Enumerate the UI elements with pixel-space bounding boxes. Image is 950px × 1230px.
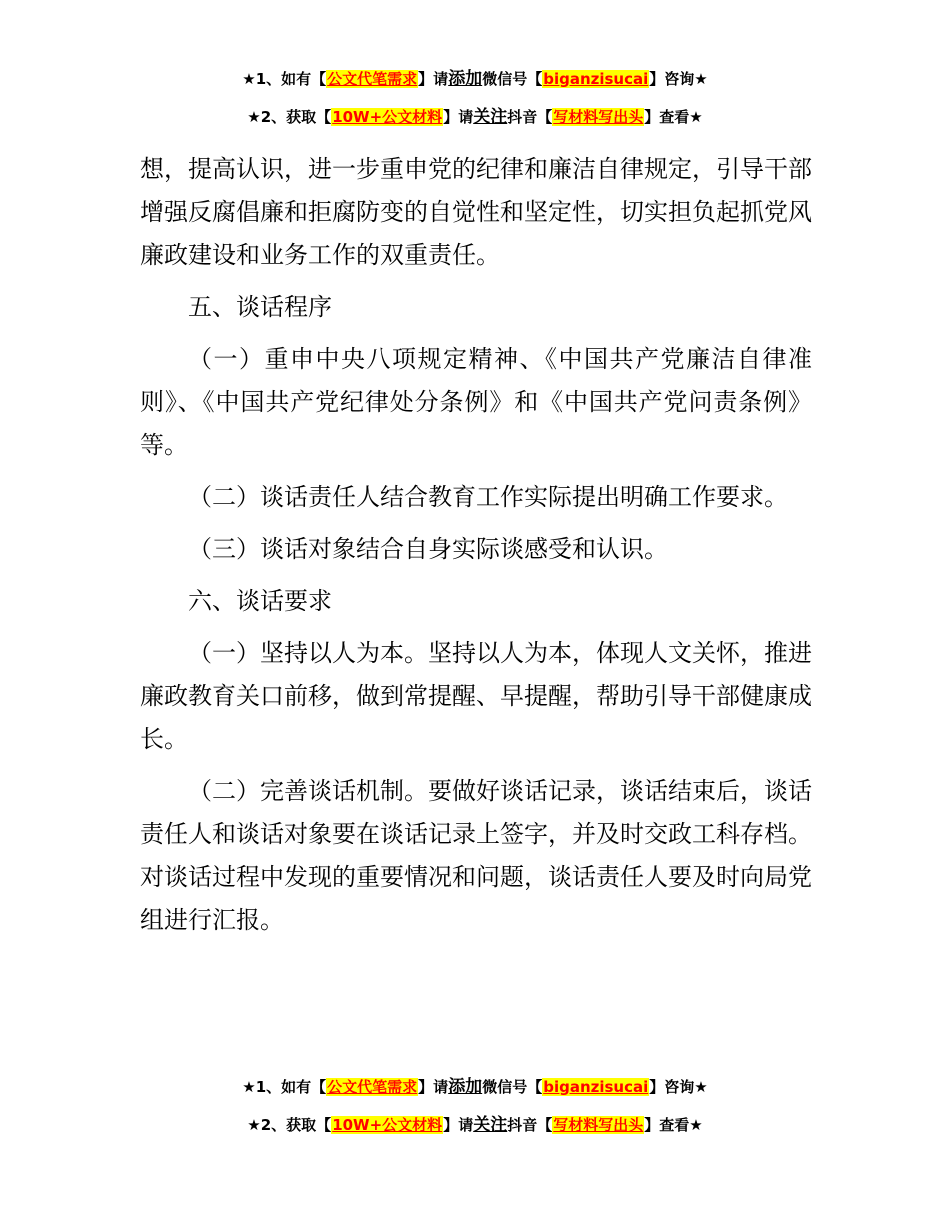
- footer-line-2-emphasis: 关注: [473, 1115, 508, 1135]
- footer-line-1-prefix: ★1、如有【: [242, 1078, 327, 1096]
- footer-line-1: [0, 1076, 950, 1098]
- document-body: [140, 148, 812, 951]
- footer-line-1-mid1: 】请: [418, 1078, 449, 1096]
- paragraph-requirement-2: （二）完善谈话机制。要做好谈话记录，谈话结束后，谈话责任人和谈话对象要在谈话记录上签字，并及时交政工科存档。对谈话过程中发现的重要情况和问题，谈话责任人要及时向局党组进行汇报。: [140, 777, 812, 934]
- footer-line-2-prefix: ★2、获取【: [247, 1116, 332, 1134]
- banner-line-2-prefix: ★2、获取【: [247, 108, 332, 126]
- footer-line-2-highlight-douyin: 写材料写出头: [553, 1116, 644, 1134]
- paragraph-procedure-3: （三）谈话对象结合自身实际谈感受和认识。: [188, 535, 668, 563]
- paragraph-continuation: 想，提高认识，进一步重申党的纪律和廉洁自律规定，引导干部增强反腐倡廉和拒腐防变的自觉性和坚定性，切实担负起抓党风廉政建设和业务工作的双重责任。: [140, 155, 812, 269]
- banner-line-2-mid2: 抖音【: [507, 108, 553, 126]
- banner-line-1-emphasis: 添加: [448, 69, 483, 89]
- footer-line-1-emphasis: 添加: [448, 1077, 483, 1097]
- banner-line-2-mid1: 】请: [443, 108, 474, 126]
- banner-line-1-highlight-wechat: biganzisucai: [543, 70, 649, 88]
- section-heading-requirements: 六、谈话要求: [188, 587, 332, 615]
- paragraph-requirement-1: （一）坚持以人为本。坚持以人为本，体现人文关怀，推进廉政教育关口前移，做到常提醒、早提醒，帮助引导干部健康成长。: [140, 639, 812, 753]
- banner-line-2: [0, 106, 950, 128]
- paragraph-procedure-2: （二）谈话责任人结合教育工作实际提出明确工作要求。: [188, 483, 788, 511]
- footer-line-2-mid2: 抖音【: [507, 1116, 553, 1134]
- banner-line-1-suffix: 】咨询★: [649, 70, 708, 88]
- banner-line-1-highlight-service: 公文代笔需求: [327, 70, 418, 88]
- footer-line-2-mid1: 】请: [443, 1116, 474, 1134]
- banner-line-2-suffix: 】查看★: [644, 108, 703, 126]
- footer-line-1-mid2: 微信号【: [482, 1078, 543, 1096]
- paragraph-procedure-1: （一）重申中央八项规定精神、《中国共产党廉洁自律准则》、《中国共产党纪律处分条例》和《中国共产党问责条例》等。: [140, 345, 812, 459]
- banner-line-1-prefix: ★1、如有【: [242, 70, 327, 88]
- banner-line-2-emphasis: 关注: [473, 107, 508, 127]
- footer-line-2-highlight-materials: 10W+公文材料: [332, 1116, 443, 1134]
- footer-line-1-highlight-wechat: biganzisucai: [543, 1078, 649, 1096]
- footer-line-1-suffix: 】咨询★: [649, 1078, 708, 1096]
- footer-line-2: [0, 1114, 950, 1136]
- banner-line-2-highlight-materials: 10W+公文材料: [332, 108, 443, 126]
- banner-line-1-mid1: 】请: [418, 70, 449, 88]
- footer-line-2-suffix: 】查看★: [644, 1116, 703, 1134]
- banner-line-2-highlight-douyin: 写材料写出头: [553, 108, 644, 126]
- banner-line-1-mid2: 微信号【: [482, 70, 543, 88]
- footer-line-1-highlight-service: 公文代笔需求: [327, 1078, 418, 1096]
- banner-line-1: [0, 68, 950, 90]
- section-heading-procedure: 五、谈话程序: [188, 293, 332, 321]
